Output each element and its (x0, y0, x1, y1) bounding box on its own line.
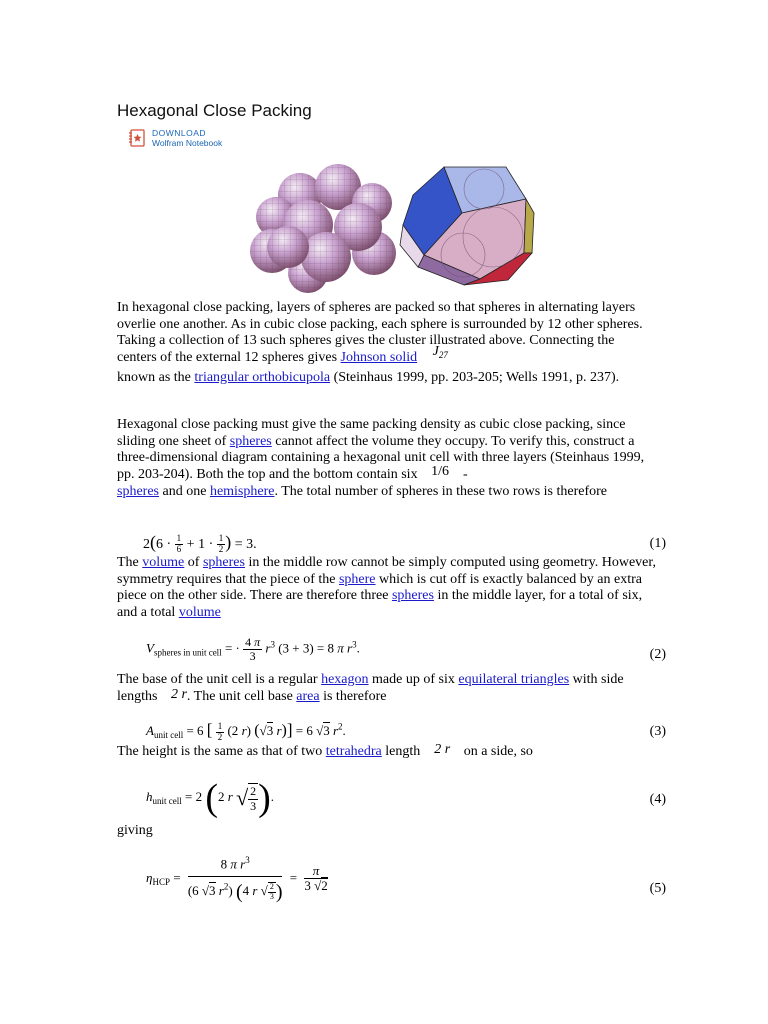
equation-number-1: (1) (649, 536, 666, 551)
text-run: on a side, so (460, 744, 533, 759)
sphere-cluster (250, 164, 396, 293)
eq5-subscript: HCP (152, 876, 170, 887)
dash: - (462, 467, 468, 483)
giving-text: giving (117, 823, 153, 838)
paragraph-middle-row (117, 555, 657, 622)
text-run: which is cut off is exactly balanced by an extra piece on the other side. There are therefore three (117, 571, 642, 604)
eq1-result: = 3. (234, 537, 257, 552)
equation-4: $h_{unit cell} = 2$ (2 r √ $\frac{2}{3}$ ). (146, 777, 275, 819)
text-run: with side lengths (117, 672, 624, 704)
link-sphere[interactable]: sphere (338, 571, 376, 587)
equation-number-3: (3) (649, 724, 666, 739)
equation-3: $A_{unit cell} = 6$ [ $\frac{1}{2}$ (2 r) (√3 r)] = 6 √3 $r^2$. (146, 720, 346, 742)
text-run: in the middle row cannot be simply computed using geometry. However, symmetry requires that the piece of the (117, 555, 656, 587)
link-spheres[interactable]: spheres (229, 433, 272, 449)
link-equilateral-triangles[interactable]: equilateral triangles (458, 672, 570, 687)
notebook-label: Wolfram Notebook (152, 138, 223, 148)
text-run: . The total number of spheres in these two rows is therefore (274, 483, 608, 499)
text-run: The (117, 555, 143, 570)
johnson-symbol: $J_{27}$ (432, 344, 448, 361)
hcp-illustration (248, 155, 538, 295)
paragraph-density (117, 417, 657, 501)
text-run: of (184, 555, 203, 570)
text-run: in the middle layer, for a total of six, and a total (117, 588, 643, 621)
equation-1: 2(6 · $\frac{1}{6}$ + 1 · $\frac{1}{2}$ ) = 3. (143, 532, 257, 555)
text-run: known as the (117, 369, 195, 385)
symbol-2r: 2 r (434, 742, 451, 757)
link-volume[interactable]: volume (178, 605, 221, 621)
equation-2: $V_{spheres in unit cell}$ = · $\frac{4 \pi}{3}$ $r^3$ (3 + 3) = 8 π $r^3$. (146, 635, 360, 664)
page-title: Hexagonal Close Packing (117, 101, 312, 120)
text-run: is therefore (319, 688, 387, 704)
link-spheres[interactable]: spheres (391, 588, 434, 604)
text-run: Hexagonal close packing must give the same packing density as cubic close packing, since sliding one sheet of (117, 417, 626, 449)
text-run: cannot affect the volume they occupy. To verify this, construct a three-dimensional diagram containing a hexagonal unit cell with three layers (Steinhaus 1999, pp. 203-204). Both the top and the bottom contain six (117, 433, 645, 483)
symbol-2r: 2 r (170, 686, 187, 702)
paragraph-base (117, 672, 657, 705)
link-hexagon[interactable]: hexagon (321, 672, 369, 687)
triangular-orthobicupola (400, 167, 534, 285)
equation-number-4: (4) (649, 792, 666, 807)
link-hemisphere[interactable]: hemisphere (209, 483, 275, 499)
eq3-subscript: unit cell (153, 730, 184, 740)
link-tetrahedra[interactable]: tetrahedra (325, 744, 382, 759)
text-run: length (381, 744, 421, 759)
download-label: DOWNLOAD (152, 128, 207, 138)
equation-number-2: (2) (649, 647, 666, 662)
paragraph-height (117, 744, 533, 760)
one-sixth-symbol: 1/6 (431, 464, 449, 480)
text-run: In hexagonal close packing, layers of spheres are packed so that spheres in alternating layers overlie one another. As in cubic close packing, each sphere is surrounded by 12 other spheres. Taking a collection of 13 such spheres gives the cluster illustrated above. Connecting the centers of the external 12 spheres gives (117, 300, 643, 366)
text-run: The base of the unit cell is a regular (117, 672, 322, 687)
equation-number-5: (5) (649, 881, 666, 896)
link-triangular-orthobicupola[interactable]: triangular orthobicupola (194, 369, 331, 385)
download-notebook-link[interactable] (127, 128, 222, 148)
paragraph-intro (117, 300, 657, 387)
link-johnson-solid[interactable]: Johnson solid (340, 350, 418, 366)
link-volume[interactable]: volume (142, 555, 185, 570)
text-run: The height is the same as that of two (117, 744, 326, 759)
link-spheres[interactable]: spheres (202, 555, 245, 570)
eq2-subscript: spheres in unit cell (153, 647, 222, 658)
text-run: and one (159, 483, 210, 499)
equation-5: $\eta_{HCP}$ = 8 π $r^3$ (6 √3 $r^2$) (4 r √ $\frac{2}{3}$ ) = $\frac{\pi}{3 √2}$ (146, 855, 328, 903)
link-area[interactable]: area (296, 688, 320, 704)
link-spheres[interactable]: spheres (117, 483, 159, 499)
text-run: (Steinhaus 1999, pp. 203-205; Wells 1991, p. 237). (330, 369, 620, 385)
eq4-subscript: unit cell (152, 795, 182, 806)
text-run: . The unit cell base (186, 688, 297, 704)
text-run: made up of six (368, 672, 459, 687)
notebook-icon (127, 128, 147, 148)
